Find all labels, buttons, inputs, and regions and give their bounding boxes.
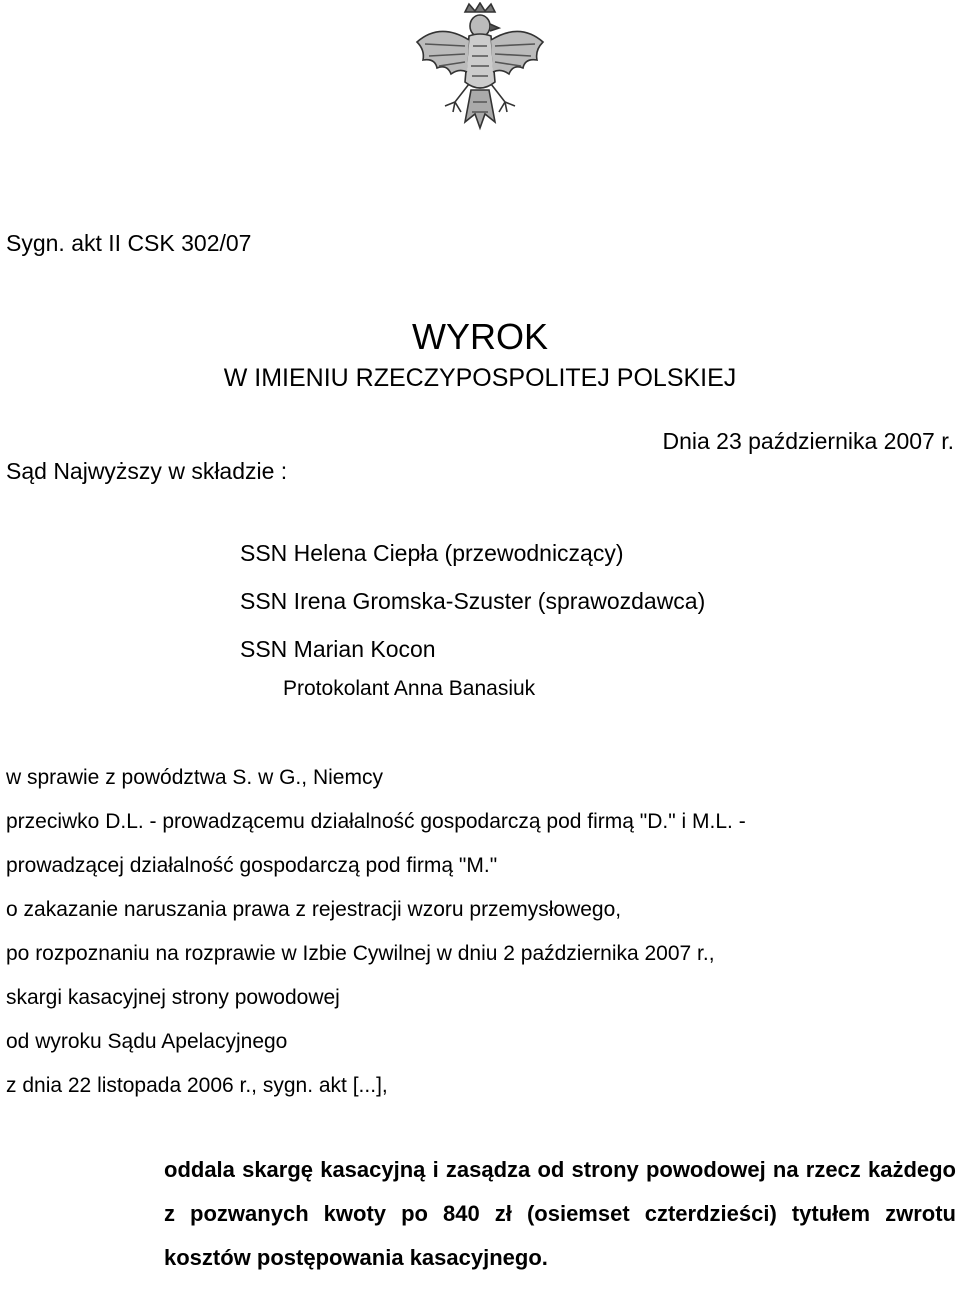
court-composition-label: Sąd Najwyższy w składzie : — [6, 458, 288, 484]
case-line: prowadzącej działalność gospodarczą pod firmą "M." — [6, 854, 498, 877]
case-line: od wyroku Sądu Apelacyjnego — [6, 1030, 288, 1053]
case-line: skargi kasacyjnej strony powodowej — [6, 986, 340, 1009]
document-title: WYROK — [411, 316, 548, 357]
case-signature: Sygn. akt II CSK 302/07 — [6, 230, 252, 256]
judge-member: SSN Marian Kocon — [240, 636, 436, 662]
case-line: w sprawie z powództwa S. w G., Niemcy — [6, 766, 383, 789]
case-line: przeciwko D.L. - prowadzącemu działalność gospodarczą pod firmą "D." i M.L. - — [6, 810, 746, 833]
verdict-text: oddala skargę kasacyjną i zasądza od strony powodowej na rzecz każdego z pozwanych kwoty po 840 zł (osiemset czterdzieści) tytułem zwrotu kosztów postępowania kasacyjnego. — [164, 1157, 956, 1270]
polish-eagle-emblem-icon — [395, 2, 565, 162]
case-line: po rozpoznaniu na rozprawie w Izbie Cywilnej w dniu 2 października 2007 r., — [6, 942, 715, 965]
judges-list — [240, 540, 705, 684]
case-line: o zakazanie naruszania prawa z rejestracji wzoru przemysłowego, — [6, 898, 622, 921]
case-line: z dnia 22 listopada 2006 r., sygn. akt [...], — [6, 1074, 388, 1097]
court-reporter: Protokolant Anna Banasiuk — [283, 677, 536, 700]
judgment-date: Dnia 23 października 2007 r. — [662, 428, 954, 454]
document-subtitle: W IMIENIU RZECZYPOSPOLITEJ POLSKIEJ — [223, 364, 737, 392]
judge-presiding: SSN Helena Ciepła (przewodniczący) — [240, 540, 624, 566]
case-description — [6, 766, 956, 1118]
judge-rapporteur: SSN Irena Gromska-Szuster (sprawozdawca) — [240, 588, 706, 614]
